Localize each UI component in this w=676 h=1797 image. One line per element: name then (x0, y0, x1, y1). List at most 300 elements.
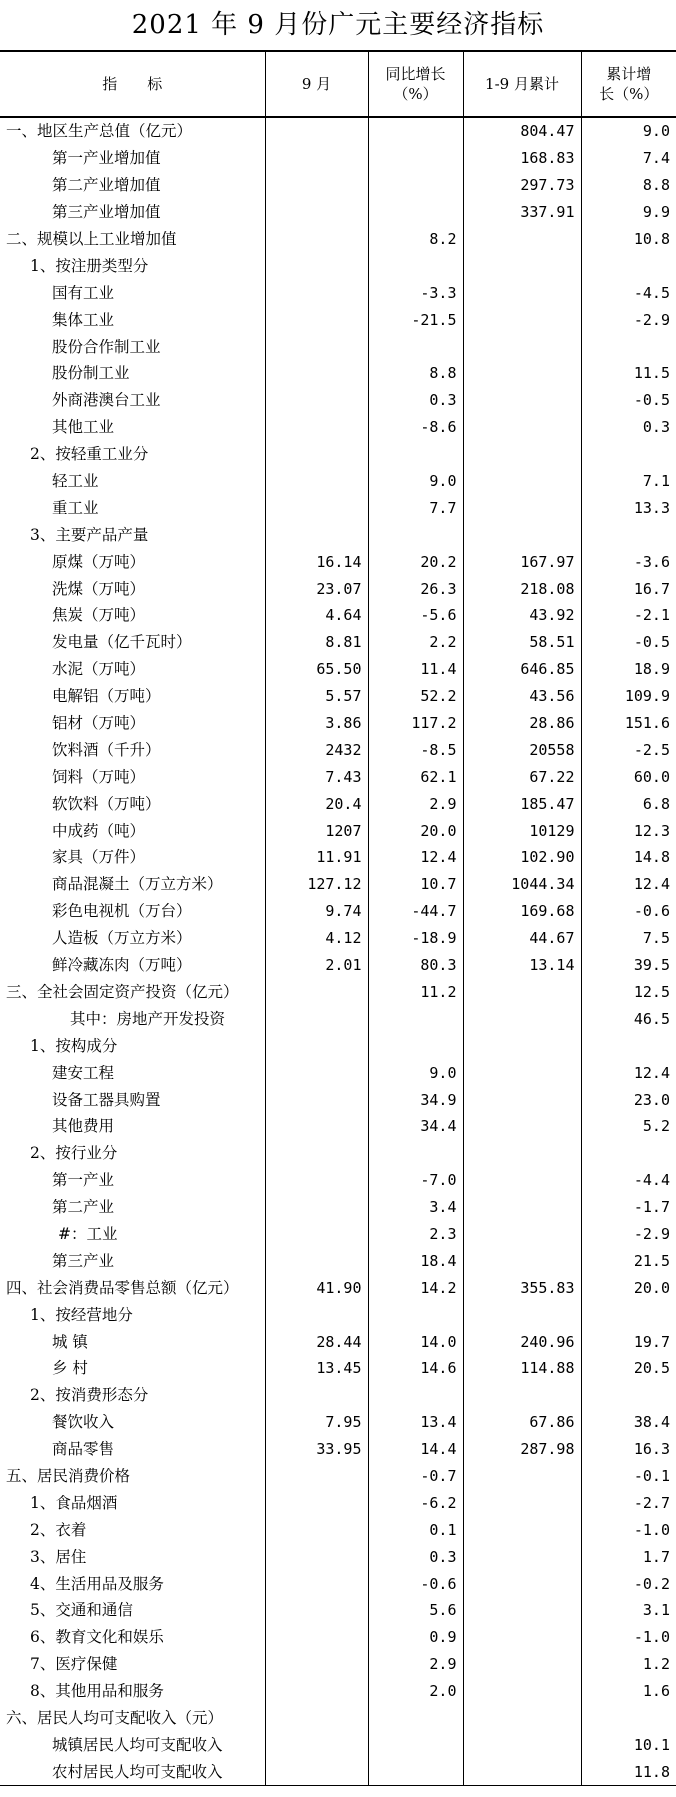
cell-cumulative-growth: -2.5 (581, 736, 676, 763)
cell-yoy: -8.5 (368, 736, 463, 763)
cell-cumulative-growth: 14.8 (581, 844, 676, 871)
table-row (0, 1113, 676, 1140)
table-row (0, 1463, 676, 1490)
table-header (0, 51, 676, 117)
row-label: 建安工程 (52, 1063, 115, 1082)
cell-yoy (368, 1705, 463, 1732)
cell-cumulative: 287.98 (463, 1436, 581, 1463)
row-label: 2、衣着 (30, 1520, 87, 1539)
cell-cumulative (463, 1005, 581, 1032)
cell-cumulative-growth: -0.5 (581, 387, 676, 414)
cell-month (265, 1651, 368, 1678)
cell-month: 127.12 (265, 871, 368, 898)
cell-cumulative-growth: -3.6 (581, 548, 676, 575)
cell-cumulative-growth: 21.5 (581, 1247, 676, 1274)
cell-month (265, 1221, 368, 1248)
cell-cumulative-growth (581, 1032, 676, 1059)
header-yoy: 同比增长 （%） (368, 51, 463, 117)
row-label: 第三产业 (52, 1251, 115, 1270)
table-row (0, 683, 676, 710)
header-indicator: 指 标 (0, 51, 265, 117)
table-row (0, 817, 676, 844)
header-cumulative: 1-9 月累计 (463, 51, 581, 117)
row-label: 7、医疗保健 (30, 1655, 118, 1674)
cell-cumulative-growth: -0.1 (581, 1463, 676, 1490)
table-row (0, 844, 676, 871)
cell-yoy (368, 172, 463, 199)
cell-month: 65.50 (265, 656, 368, 683)
cell-cumulative-growth (581, 333, 676, 360)
row-label: 发电量（亿千瓦时） (52, 633, 192, 652)
row-label: 餐饮收入 (52, 1413, 115, 1432)
cell-yoy (368, 252, 463, 279)
table-row (0, 1516, 676, 1543)
cell-month: 9.74 (265, 898, 368, 925)
table-row (0, 1382, 676, 1409)
table-row (0, 1543, 676, 1570)
row-label: 鲜冷藏冻肉（万吨） (52, 956, 192, 975)
cell-yoy: 9.0 (368, 1059, 463, 1086)
cell-cumulative: 804.47 (463, 117, 581, 145)
row-label: 焦炭（万吨） (52, 606, 146, 625)
cell-month: 23.07 (265, 575, 368, 602)
cell-cumulative: 28.86 (463, 710, 581, 737)
cell-month (265, 1167, 368, 1194)
cell-yoy: 2.2 (368, 629, 463, 656)
cell-yoy: -5.6 (368, 602, 463, 629)
table-row (0, 360, 676, 387)
cell-cumulative-growth: -2.1 (581, 602, 676, 629)
cell-cumulative-growth (581, 252, 676, 279)
page-title: 2021 年 9 月份广元主要经济指标 (131, 10, 545, 40)
cell-cumulative (463, 226, 581, 253)
cell-cumulative-growth: 60.0 (581, 763, 676, 790)
row-label: 1、按经营地分 (30, 1305, 133, 1324)
cell-month: 33.95 (265, 1436, 368, 1463)
cell-yoy: 11.4 (368, 656, 463, 683)
cell-month: 3.86 (265, 710, 368, 737)
cell-cumulative-growth: 8.8 (581, 172, 676, 199)
cell-yoy: -3.3 (368, 279, 463, 306)
row-label: 铝材（万吨） (52, 714, 146, 733)
row-label: 3、主要产品产量 (30, 525, 149, 544)
cell-yoy: -21.5 (368, 306, 463, 333)
row-label: 5、交通和通信 (30, 1601, 133, 1620)
cell-cumulative-growth: -2.7 (581, 1489, 676, 1516)
cell-yoy: 117.2 (368, 710, 463, 737)
table-row (0, 1409, 676, 1436)
cell-cumulative-growth: 9.0 (581, 117, 676, 145)
row-label: 6、教育文化和娱乐 (30, 1628, 164, 1647)
cell-cumulative (463, 414, 581, 441)
cell-cumulative-growth: 1.2 (581, 1651, 676, 1678)
cell-yoy (368, 1301, 463, 1328)
row-label: #：工业 (58, 1224, 118, 1243)
cell-month: 41.90 (265, 1274, 368, 1301)
row-label: 三、全社会固定资产投资（亿元） (6, 982, 239, 1001)
cell-cumulative-growth: 9.9 (581, 199, 676, 226)
cell-month (265, 979, 368, 1006)
table-row (0, 1731, 676, 1758)
cell-cumulative (463, 1194, 581, 1221)
cell-cumulative: 67.22 (463, 763, 581, 790)
cell-cumulative-growth: 12.3 (581, 817, 676, 844)
cell-cumulative: 13.14 (463, 952, 581, 979)
cell-cumulative-growth: 10.1 (581, 1731, 676, 1758)
cell-yoy (368, 1382, 463, 1409)
cell-month: 4.64 (265, 602, 368, 629)
cell-month (265, 333, 368, 360)
cell-cumulative (463, 1463, 581, 1490)
header-month: 9 月 (265, 51, 368, 117)
cell-cumulative-growth (581, 441, 676, 468)
cell-cumulative-growth: 39.5 (581, 952, 676, 979)
cell-yoy (368, 441, 463, 468)
table-row (0, 1436, 676, 1463)
cell-cumulative: 43.56 (463, 683, 581, 710)
cell-cumulative (463, 1651, 581, 1678)
cell-cumulative (463, 1678, 581, 1705)
table-row (0, 898, 676, 925)
row-label: 电解铝（万吨） (52, 687, 161, 706)
cell-month (265, 494, 368, 521)
row-label: 农村居民人均可支配收入 (0, 1758, 265, 1785)
cell-yoy: 2.0 (368, 1678, 463, 1705)
cell-cumulative-growth: 7.4 (581, 145, 676, 172)
table-row (0, 1597, 676, 1624)
row-label: 3、居住 (30, 1547, 87, 1566)
cell-cumulative-growth: 11.5 (581, 360, 676, 387)
cell-month (265, 1543, 368, 1570)
cell-yoy: 80.3 (368, 952, 463, 979)
row-label: 乡 村 (52, 1359, 88, 1378)
row-label: 1、按注册类型分 (30, 256, 149, 275)
row-label: 2、按消费形态分 (30, 1386, 149, 1405)
table-row (0, 333, 676, 360)
cell-month (265, 145, 368, 172)
cell-cumulative (463, 494, 581, 521)
cell-cumulative-growth: 12.5 (581, 979, 676, 1006)
cell-yoy: -0.7 (368, 1463, 463, 1490)
table-row (0, 1032, 676, 1059)
table-row (0, 226, 676, 253)
row-label: 第二产业增加值 (52, 176, 161, 195)
table-row (0, 1705, 676, 1732)
cell-yoy: 14.0 (368, 1328, 463, 1355)
cell-cumulative-growth: -4.4 (581, 1167, 676, 1194)
indicator-table (0, 50, 676, 1786)
table-row (0, 468, 676, 495)
cell-cumulative-growth: 13.3 (581, 494, 676, 521)
row-label: 1、按构成分 (30, 1036, 118, 1055)
cell-yoy: -7.0 (368, 1167, 463, 1194)
cell-yoy (368, 1731, 463, 1758)
cell-yoy: 18.4 (368, 1247, 463, 1274)
cell-cumulative (463, 979, 581, 1006)
cell-month (265, 1247, 368, 1274)
cell-yoy: 34.4 (368, 1113, 463, 1140)
cell-cumulative-growth: 11.8 (581, 1758, 676, 1785)
table-row (0, 441, 676, 468)
row-label: 股份制工业 (52, 364, 130, 383)
table-row (0, 656, 676, 683)
cell-month (265, 1086, 368, 1113)
cell-cumulative (463, 387, 581, 414)
cell-month: 7.95 (265, 1409, 368, 1436)
cell-cumulative-growth: -0.6 (581, 898, 676, 925)
cell-yoy: 12.4 (368, 844, 463, 871)
table-row (0, 629, 676, 656)
table-row (0, 117, 676, 145)
cell-cumulative-growth: 7.5 (581, 925, 676, 952)
cell-cumulative: 67.86 (463, 1409, 581, 1436)
cell-cumulative-growth: 1.7 (581, 1543, 676, 1570)
table-row (0, 952, 676, 979)
cell-yoy (368, 333, 463, 360)
cell-yoy: 14.4 (368, 1436, 463, 1463)
row-label: 商品混凝土（万立方米） (52, 875, 223, 894)
cell-month (265, 1731, 368, 1758)
cell-month (265, 1032, 368, 1059)
cell-yoy (368, 521, 463, 548)
cell-yoy: 34.9 (368, 1086, 463, 1113)
cell-cumulative: 185.47 (463, 790, 581, 817)
cell-cumulative (463, 333, 581, 360)
cell-yoy: 8.8 (368, 360, 463, 387)
cell-cumulative (463, 1247, 581, 1274)
cell-cumulative (463, 1597, 581, 1624)
row-label: 2、按行业分 (30, 1144, 118, 1163)
table-row (0, 172, 676, 199)
row-label: 中成药（吨） (52, 821, 146, 840)
cell-cumulative-growth: 16.7 (581, 575, 676, 602)
cell-month: 2.01 (265, 952, 368, 979)
cell-yoy (368, 1005, 463, 1032)
cell-month: 7.43 (265, 763, 368, 790)
cell-month: 8.81 (265, 629, 368, 656)
cell-cumulative-growth: -0.2 (581, 1570, 676, 1597)
row-label: 第二产业 (52, 1198, 115, 1217)
table-row (0, 494, 676, 521)
cell-cumulative-growth: -2.9 (581, 306, 676, 333)
cell-yoy (368, 145, 463, 172)
cell-month (265, 441, 368, 468)
cell-cumulative: 1044.34 (463, 871, 581, 898)
row-label: 其他费用 (52, 1117, 115, 1136)
row-label: 4、生活用品及服务 (30, 1574, 164, 1593)
cell-month (265, 199, 368, 226)
cell-cumulative (463, 1167, 581, 1194)
cell-cumulative-growth: 19.7 (581, 1328, 676, 1355)
cell-cumulative: 20558 (463, 736, 581, 763)
cell-yoy: 20.0 (368, 817, 463, 844)
table-row (0, 1301, 676, 1328)
cell-month (265, 1624, 368, 1651)
cell-cumulative (463, 1382, 581, 1409)
cell-cumulative-growth: 12.4 (581, 1059, 676, 1086)
cell-cumulative-growth: 23.0 (581, 1086, 676, 1113)
table-row (0, 1651, 676, 1678)
row-label: 城镇居民人均可支配收入 (52, 1735, 223, 1754)
cell-cumulative-growth: -1.0 (581, 1516, 676, 1543)
row-label: 其他工业 (52, 418, 115, 437)
cell-month (265, 360, 368, 387)
cell-yoy: 7.7 (368, 494, 463, 521)
cell-cumulative (463, 1705, 581, 1732)
cell-month (265, 172, 368, 199)
cell-cumulative: 167.97 (463, 548, 581, 575)
cell-month: 13.45 (265, 1355, 368, 1382)
table-row (0, 1086, 676, 1113)
cell-yoy (368, 1032, 463, 1059)
cell-yoy: 3.4 (368, 1194, 463, 1221)
table-row (0, 602, 676, 629)
row-label: 设备工器具购置 (52, 1090, 161, 1109)
cell-month (265, 252, 368, 279)
cell-month (265, 1059, 368, 1086)
cell-yoy: 0.3 (368, 387, 463, 414)
cell-cumulative (463, 1301, 581, 1328)
cell-cumulative: 43.92 (463, 602, 581, 629)
row-label: 第一产业增加值 (52, 149, 161, 168)
cell-cumulative-growth: 16.3 (581, 1436, 676, 1463)
row-label: 五、居民消费价格 (6, 1466, 131, 1485)
table-row (0, 548, 676, 575)
cell-cumulative (463, 1086, 581, 1113)
table-row (0, 1328, 676, 1355)
cell-month (265, 1678, 368, 1705)
cell-cumulative-growth: 20.5 (581, 1355, 676, 1382)
row-label: 城 镇 (52, 1332, 88, 1351)
cell-month: 11.91 (265, 844, 368, 871)
row-label: 水泥（万吨） (52, 660, 146, 679)
table-row (0, 1678, 676, 1705)
cell-yoy: 13.4 (368, 1409, 463, 1436)
cell-cumulative: 114.88 (463, 1355, 581, 1382)
table-row (0, 199, 676, 226)
cell-cumulative-growth (581, 1140, 676, 1167)
cell-yoy: 0.3 (368, 1543, 463, 1570)
cell-month (265, 1489, 368, 1516)
cell-yoy: -0.6 (368, 1570, 463, 1597)
cell-cumulative: 102.90 (463, 844, 581, 871)
cell-cumulative: 337.91 (463, 199, 581, 226)
table-row (0, 1489, 676, 1516)
cell-month (265, 1194, 368, 1221)
cell-cumulative (463, 1758, 581, 1785)
cell-cumulative (463, 1543, 581, 1570)
row-label: 重工业 (52, 498, 99, 517)
table-row (0, 1059, 676, 1086)
table-row (0, 1570, 676, 1597)
cell-cumulative: 646.85 (463, 656, 581, 683)
cell-cumulative (463, 1221, 581, 1248)
row-label: 人造板（万立方米） (52, 929, 192, 948)
cell-yoy: 5.6 (368, 1597, 463, 1624)
cell-yoy (368, 117, 463, 145)
table-row (0, 387, 676, 414)
table-row (0, 521, 676, 548)
table-row (0, 1221, 676, 1248)
table-row (0, 710, 676, 737)
row-label: 软饮料（万吨） (52, 794, 161, 813)
cell-month (265, 1516, 368, 1543)
cell-cumulative (463, 1140, 581, 1167)
cell-month (265, 1140, 368, 1167)
cell-month (265, 1570, 368, 1597)
row-label: 外商港澳台工业 (52, 391, 161, 410)
cell-cumulative (463, 1731, 581, 1758)
row-label: 商品零售 (52, 1440, 115, 1459)
cell-yoy: -6.2 (368, 1489, 463, 1516)
row-label: 一、地区生产总值（亿元） (6, 122, 193, 141)
cell-cumulative-growth: 1.6 (581, 1678, 676, 1705)
table-row (0, 925, 676, 952)
cell-month (265, 1005, 368, 1032)
table-row (0, 414, 676, 441)
cell-cumulative-growth: -4.5 (581, 279, 676, 306)
cell-month (265, 468, 368, 495)
cell-yoy: 2.9 (368, 790, 463, 817)
table-row (0, 306, 676, 333)
cell-cumulative-growth: 6.8 (581, 790, 676, 817)
cell-cumulative-growth: -0.5 (581, 629, 676, 656)
cell-yoy: 9.0 (368, 468, 463, 495)
table-row (0, 1355, 676, 1382)
cell-cumulative-growth (581, 521, 676, 548)
cell-cumulative (463, 1516, 581, 1543)
row-label: 四、社会消费品零售总额（亿元） (6, 1278, 239, 1297)
cell-yoy: 0.9 (368, 1624, 463, 1651)
cell-yoy: 2.9 (368, 1651, 463, 1678)
cell-cumulative (463, 521, 581, 548)
cell-month: 2432 (265, 736, 368, 763)
cell-cumulative (463, 1059, 581, 1086)
cell-cumulative (463, 1113, 581, 1140)
cell-month (265, 1597, 368, 1624)
table-row (0, 1167, 676, 1194)
cell-month (265, 1301, 368, 1328)
cell-cumulative (463, 252, 581, 279)
cell-cumulative (463, 1032, 581, 1059)
row-label: 2、按轻重工业分 (30, 445, 149, 464)
cell-yoy: -8.6 (368, 414, 463, 441)
cell-cumulative-growth: 0.3 (581, 414, 676, 441)
cell-cumulative: 10129 (463, 817, 581, 844)
row-label: 原煤（万吨） (52, 552, 146, 571)
header-cumulative-growth: 累计增 长（%） (581, 51, 676, 117)
row-label: 饮料酒（千升） (52, 740, 161, 759)
cell-yoy: 20.2 (368, 548, 463, 575)
cell-month (265, 117, 368, 145)
table-body (0, 117, 676, 1786)
cell-yoy: 62.1 (368, 763, 463, 790)
table-row (0, 1194, 676, 1221)
cell-cumulative-growth: 10.8 (581, 226, 676, 253)
cell-cumulative: 218.08 (463, 575, 581, 602)
cell-cumulative-growth: 38.4 (581, 1409, 676, 1436)
cell-cumulative: 58.51 (463, 629, 581, 656)
cell-cumulative-growth: 12.4 (581, 871, 676, 898)
row-label: 洗煤（万吨） (52, 579, 146, 598)
row-label: 轻工业 (52, 472, 99, 491)
row-label: 家具（万件） (52, 848, 146, 867)
table-row (0, 763, 676, 790)
cell-cumulative-growth: -1.7 (581, 1194, 676, 1221)
cell-yoy (368, 199, 463, 226)
cell-cumulative-growth: 46.5 (581, 1005, 676, 1032)
cell-cumulative-growth: 7.1 (581, 468, 676, 495)
